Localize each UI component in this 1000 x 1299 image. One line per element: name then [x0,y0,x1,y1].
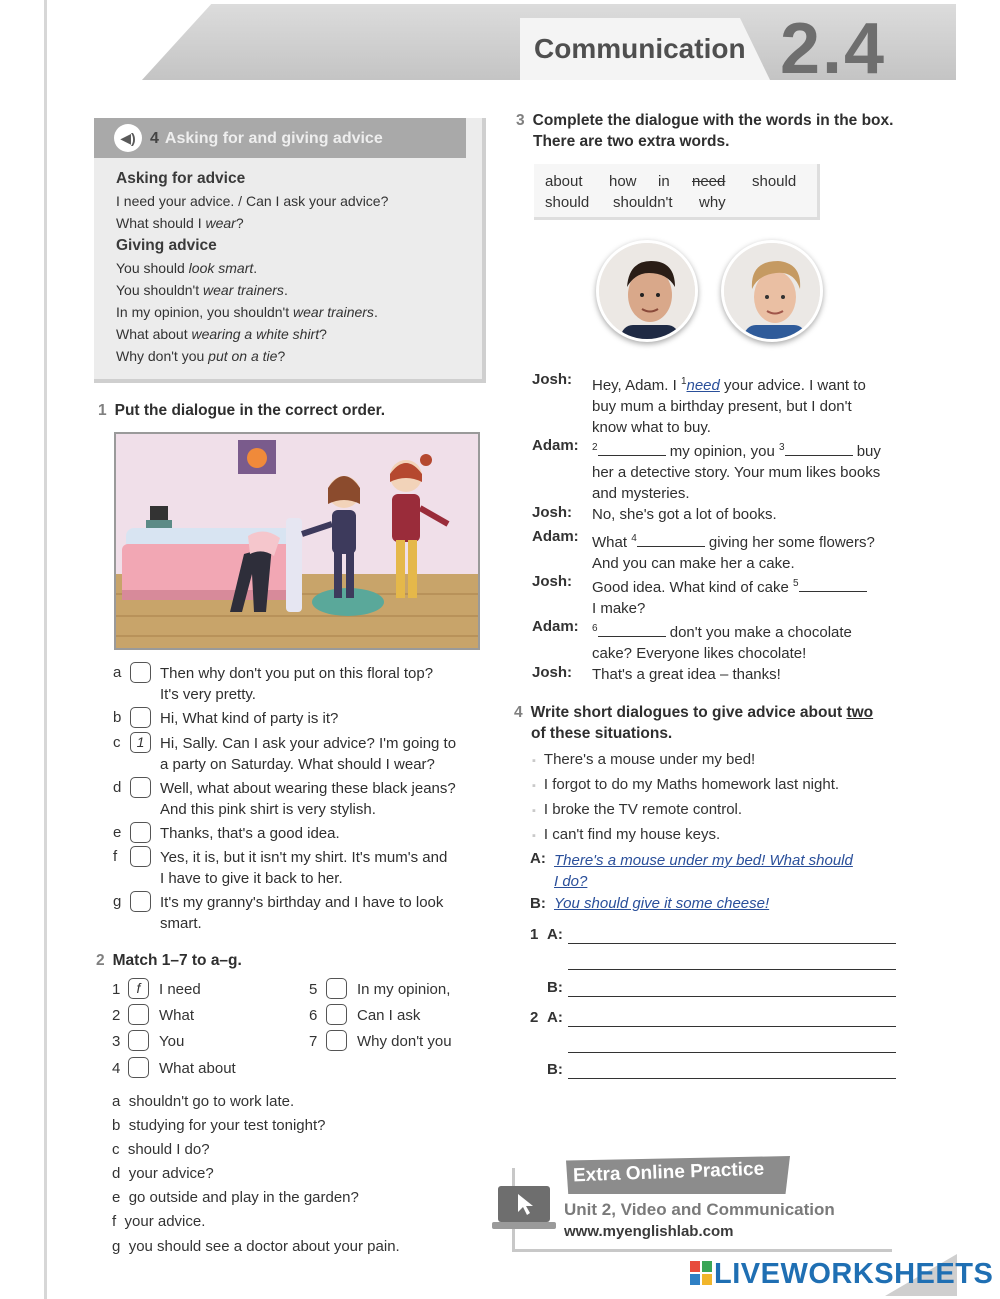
ex3-heading: 3 Complete the dialogue with the words in the box. There are two extra words. [516,112,894,150]
word-box-word-used: need [692,173,726,190]
speaker-adam: Adam: [532,528,579,545]
match-box[interactable] [326,1030,347,1051]
grammar-line: Why don't you put on a tie? [116,348,286,364]
dialogue-line: What $^4$ giving her some flowers? And you can make her a cake. [592,533,875,572]
cursor-icon [498,1186,550,1222]
option-letter: d [113,779,122,796]
ex1-heading: 1 Put the dialogue in the correct order. [98,402,386,419]
match-box[interactable] [326,978,347,999]
answer-label: B: [547,1061,563,1078]
answer-box[interactable] [130,822,151,843]
dialogue-line: $^6$ don't you make a chocolate cake? Everyone likes chocolate! [592,623,852,662]
option-letter: a [113,664,122,681]
writing-line[interactable] [568,969,896,970]
word-box-word: should [752,173,797,190]
option-text: Thanks, that's a good idea. [160,825,340,842]
match-number: 5 [309,981,318,998]
page-binding-edge [44,0,47,1299]
example-b-text: You should give it some cheese! [554,895,770,912]
example-a-label: A: [530,850,546,867]
ex2-heading: 2 Match 1–7 to a–g. [96,952,242,969]
speaker-josh: Josh: [532,371,573,388]
match-number: 4 [112,1060,121,1077]
dialogue-line: No, she's got a lot of books. [592,506,777,523]
match-text: In my opinion, [357,981,451,998]
writing-line[interactable] [568,943,896,944]
match-number: 6 [309,1007,318,1024]
option-text: Hi, What kind of party is it? [160,710,339,727]
word-box-word: about [545,173,583,190]
ending-item: a shouldn't go to work late. [112,1093,295,1110]
match-box[interactable]: f [128,978,149,999]
asking-heading: Asking for advice [116,170,246,187]
grammar-line: In my opinion, you shouldn't wear trainers. [116,304,378,320]
grammar-line: You shouldn't wear trainers. [116,282,288,298]
answer-box[interactable] [130,891,151,912]
bedroom-illustration-svg [116,434,478,648]
option-letter: c [113,734,121,751]
page-title: Communication [534,33,746,64]
speaker-josh: Josh: [532,664,573,681]
grammar-box-title: 4 Asking for and giving advice [150,130,383,147]
match-box[interactable] [326,1004,347,1025]
match-number: 3 [112,1033,121,1050]
ending-item: f your advice. [112,1213,206,1230]
option-letter: g [113,893,122,910]
answer-label: B: [547,979,563,996]
grammar-box-header [94,118,466,158]
option-text: It's my granny's birthday and I have to look smart. [160,894,444,932]
answer-number: 1 [530,926,539,943]
extra-practice-title: Extra Online Practice [572,1158,765,1187]
gap-input[interactable] [598,622,666,637]
match-box[interactable] [128,1004,149,1025]
josh-avatar [596,240,698,342]
match-box[interactable] [128,1030,149,1051]
word-box-word: shouldn't [613,194,673,211]
dialogue-line: That's a great idea – thanks! [592,666,781,683]
grammar-line: What about wearing a white shirt? [116,326,327,342]
writing-line[interactable] [568,1026,896,1027]
ending-item: e go outside and play in the garden? [112,1189,359,1206]
option-letter: e [113,824,122,841]
extra-practice-subtitle: Unit 2, Video and Communication [564,1200,835,1219]
grammar-box [94,118,486,383]
situation-item: ▪ I forgot to do my Maths homework last night. [532,776,839,793]
option-text: Yes, it is, but it isn't my shirt. It's mum's and I have to give it back to her. [160,849,448,887]
match-text: What about [159,1060,236,1077]
ending-item: c should I do? [112,1141,210,1158]
speaker-josh: Josh: [532,573,573,590]
option-text: Hi, Sally. Can I ask your advice? I'm going to a party on Saturday. What should I wear? [160,735,457,773]
answer-box[interactable] [130,846,151,867]
gap-input[interactable] [637,532,705,547]
match-text: Can I ask [357,1007,421,1024]
answer-box[interactable] [130,707,151,728]
option-letter: f [113,848,118,865]
word-box [534,164,820,220]
dialogue-line: Good idea. What kind of cake $^5$ I make? [592,573,867,619]
word-box-word: how [609,173,637,190]
match-number: 1 [112,981,121,998]
liveworksheets-logo-icon [690,1260,712,1284]
answer-box[interactable] [130,662,151,683]
match-text: I need [159,981,201,998]
gap-answer[interactable]: need [686,377,720,394]
laptop-icon [498,1186,550,1222]
speaker-adam: Adam: [532,618,579,635]
liveworksheets-watermark: LIVEWORKSHEETS [690,1258,993,1291]
option-letter: b [113,709,122,726]
ending-item: g you should see a doctor about your pain. [112,1238,400,1255]
audio-speaker-icon[interactable]: ◀) [114,124,142,152]
option-text: Then why don't you put on this floral top? It's very pretty. [160,665,434,703]
speaker-adam: Adam: [532,437,579,454]
dialogue-line: $^2$ my opinion, you $^3$ buy her a detective story. Your mum likes books and mysteries. [592,442,881,502]
josh-avatar-svg [599,243,698,342]
ending-item: d your advice? [112,1165,214,1182]
writing-line[interactable] [568,1052,896,1053]
match-number: 2 [112,1007,121,1024]
grammar-line: What should I wear? [116,215,244,231]
gap-input[interactable] [799,577,867,592]
unit-number: 2.4 [780,9,887,89]
word-box-word: in [658,173,670,190]
answer-box[interactable] [130,777,151,798]
adam-avatar [721,240,823,342]
bedroom-illustration [114,432,480,650]
example-a-text: There's a mouse under my bed! What should I do? [554,852,853,890]
ending-item: b studying for your test tonight? [112,1117,326,1134]
grammar-line: You should look smart. [116,260,258,276]
match-text: Why don't you [357,1033,452,1050]
situation-item: ▪ There's a mouse under my bed! [532,751,755,768]
word-box-word: why [699,194,726,211]
option-text: Well, what about wearing these black jeans? And this pink shirt is very stylish. [160,780,456,818]
writing-line[interactable] [568,996,896,997]
ex4-heading: 4 Write short dialogues to give advice about two of these situations. [514,704,874,742]
answer-label: A: [547,1009,563,1026]
answer-number: 2 [530,1009,539,1026]
match-number: 7 [309,1033,318,1050]
situation-item: ▪ I can't find my house keys. [532,826,720,843]
extra-practice-url[interactable]: www.myenglishlab.com [564,1223,734,1240]
adam-avatar-svg [724,243,823,342]
gap-input[interactable] [785,441,853,456]
laptop-base [492,1222,556,1229]
match-box[interactable] [128,1057,149,1078]
match-text: You [159,1033,185,1050]
giving-heading: Giving advice [116,237,217,254]
situation-item: ▪ I broke the TV remote control. [532,801,742,818]
speaker-josh: Josh: [532,504,573,521]
word-box-word: should [545,194,590,211]
match-text: What [159,1007,195,1024]
example-b-label: B: [530,895,546,912]
grammar-line: I need your advice. / Can I ask your advice? [116,193,389,209]
answer-box[interactable]: 1 [130,732,151,753]
writing-line[interactable] [568,1078,896,1079]
gap-input[interactable] [598,441,666,456]
dialogue-line: Hey, Adam. I $^1$need your advice. I want to buy mum a birthday present, but I don't know what to buy. [592,376,866,436]
answer-label: A: [547,926,563,943]
